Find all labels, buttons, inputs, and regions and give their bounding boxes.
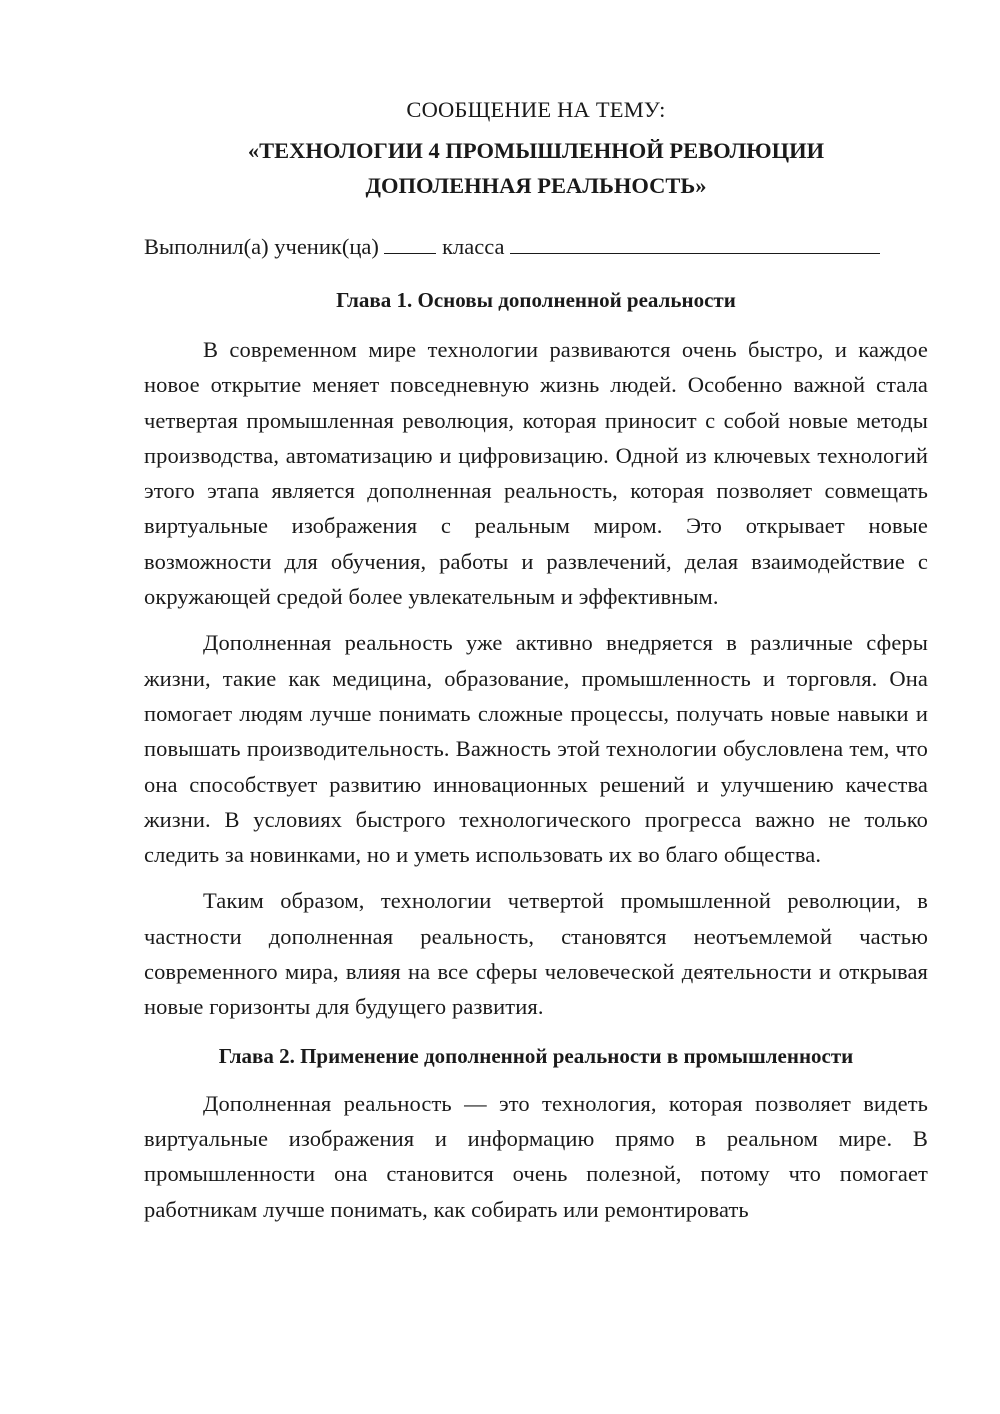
report-title-line-2: ДОПОЛЕННАЯ РЕАЛЬНОСТЬ» <box>365 173 707 198</box>
name-blank-field <box>510 235 880 254</box>
class-label: класса <box>442 234 505 259</box>
chapter-2-paragraph-1: Дополненная реальность — это технология, которая позволяет видеть виртуальные изображения и информацию прямо в реальном мире. В промышленности она становится очень полезной, потому что помогает работникам лучше понимать, как собирать или ремонтировать <box>144 1090 928 1222</box>
performed-by-label: Выполнил(а) ученик(ца) <box>144 234 379 259</box>
chapter-2-title: Глава 2. Применение дополненной реальности в промышленности <box>218 1043 854 1068</box>
chapter-1-paragraph-3: Таким образом, технологии четвертой промышленной революции, в частности дополненная реальность, становятся неотъемлемой частью современного мира, влияя на все сферы человеческой деятельности и открывая новые горизонты для будущего развития. <box>144 888 928 1020</box>
chapter-1-title: Глава 1. Основы дополненной реальности <box>336 288 736 312</box>
author-line <box>144 229 928 264</box>
chapter-1-paragraph-1: В современном мире технологии развиваются очень быстро, и каждое новое открытие меняет повседневную жизнь людей. Особенно важной стала четвертая промышленная революция, которая приносит с собой новые методы производства, автоматизацию и цифровизацию. Одной из ключевых технологий этого этапа является дополненная реальность, которая позволяет совмещать виртуальные изображения с реальным миром. Это открывает новые возможности для обучения, работы и развлечений, делая взаимодействие с окружающей средой более увлекательным и эффективным. <box>144 337 928 610</box>
report-heading: СООБЩЕНИЕ НА ТЕМУ: <box>406 97 666 122</box>
report-title-line-1: «ТЕХНОЛОГИИ 4 ПРОМЫШЛЕННОЙ РЕВОЛЮЦИИ <box>247 138 825 163</box>
chapter-1-paragraph-2: Дополненная реальность уже активно внедряется в различные сферы жизни, такие как медицина, образование, промышленность и торговля. Она помогает людям лучше понимать сложные процессы, получать новые навыки и повышать производительность. Важность этой технологии обусловлена тем, что она способствует развитию инновационных решений и улучшению качества жизни. В условиях быстрого технологического прогресса важно не только следить за новинками, но и уметь использовать их во благо общества. <box>144 630 928 868</box>
class-blank-field <box>384 235 436 254</box>
